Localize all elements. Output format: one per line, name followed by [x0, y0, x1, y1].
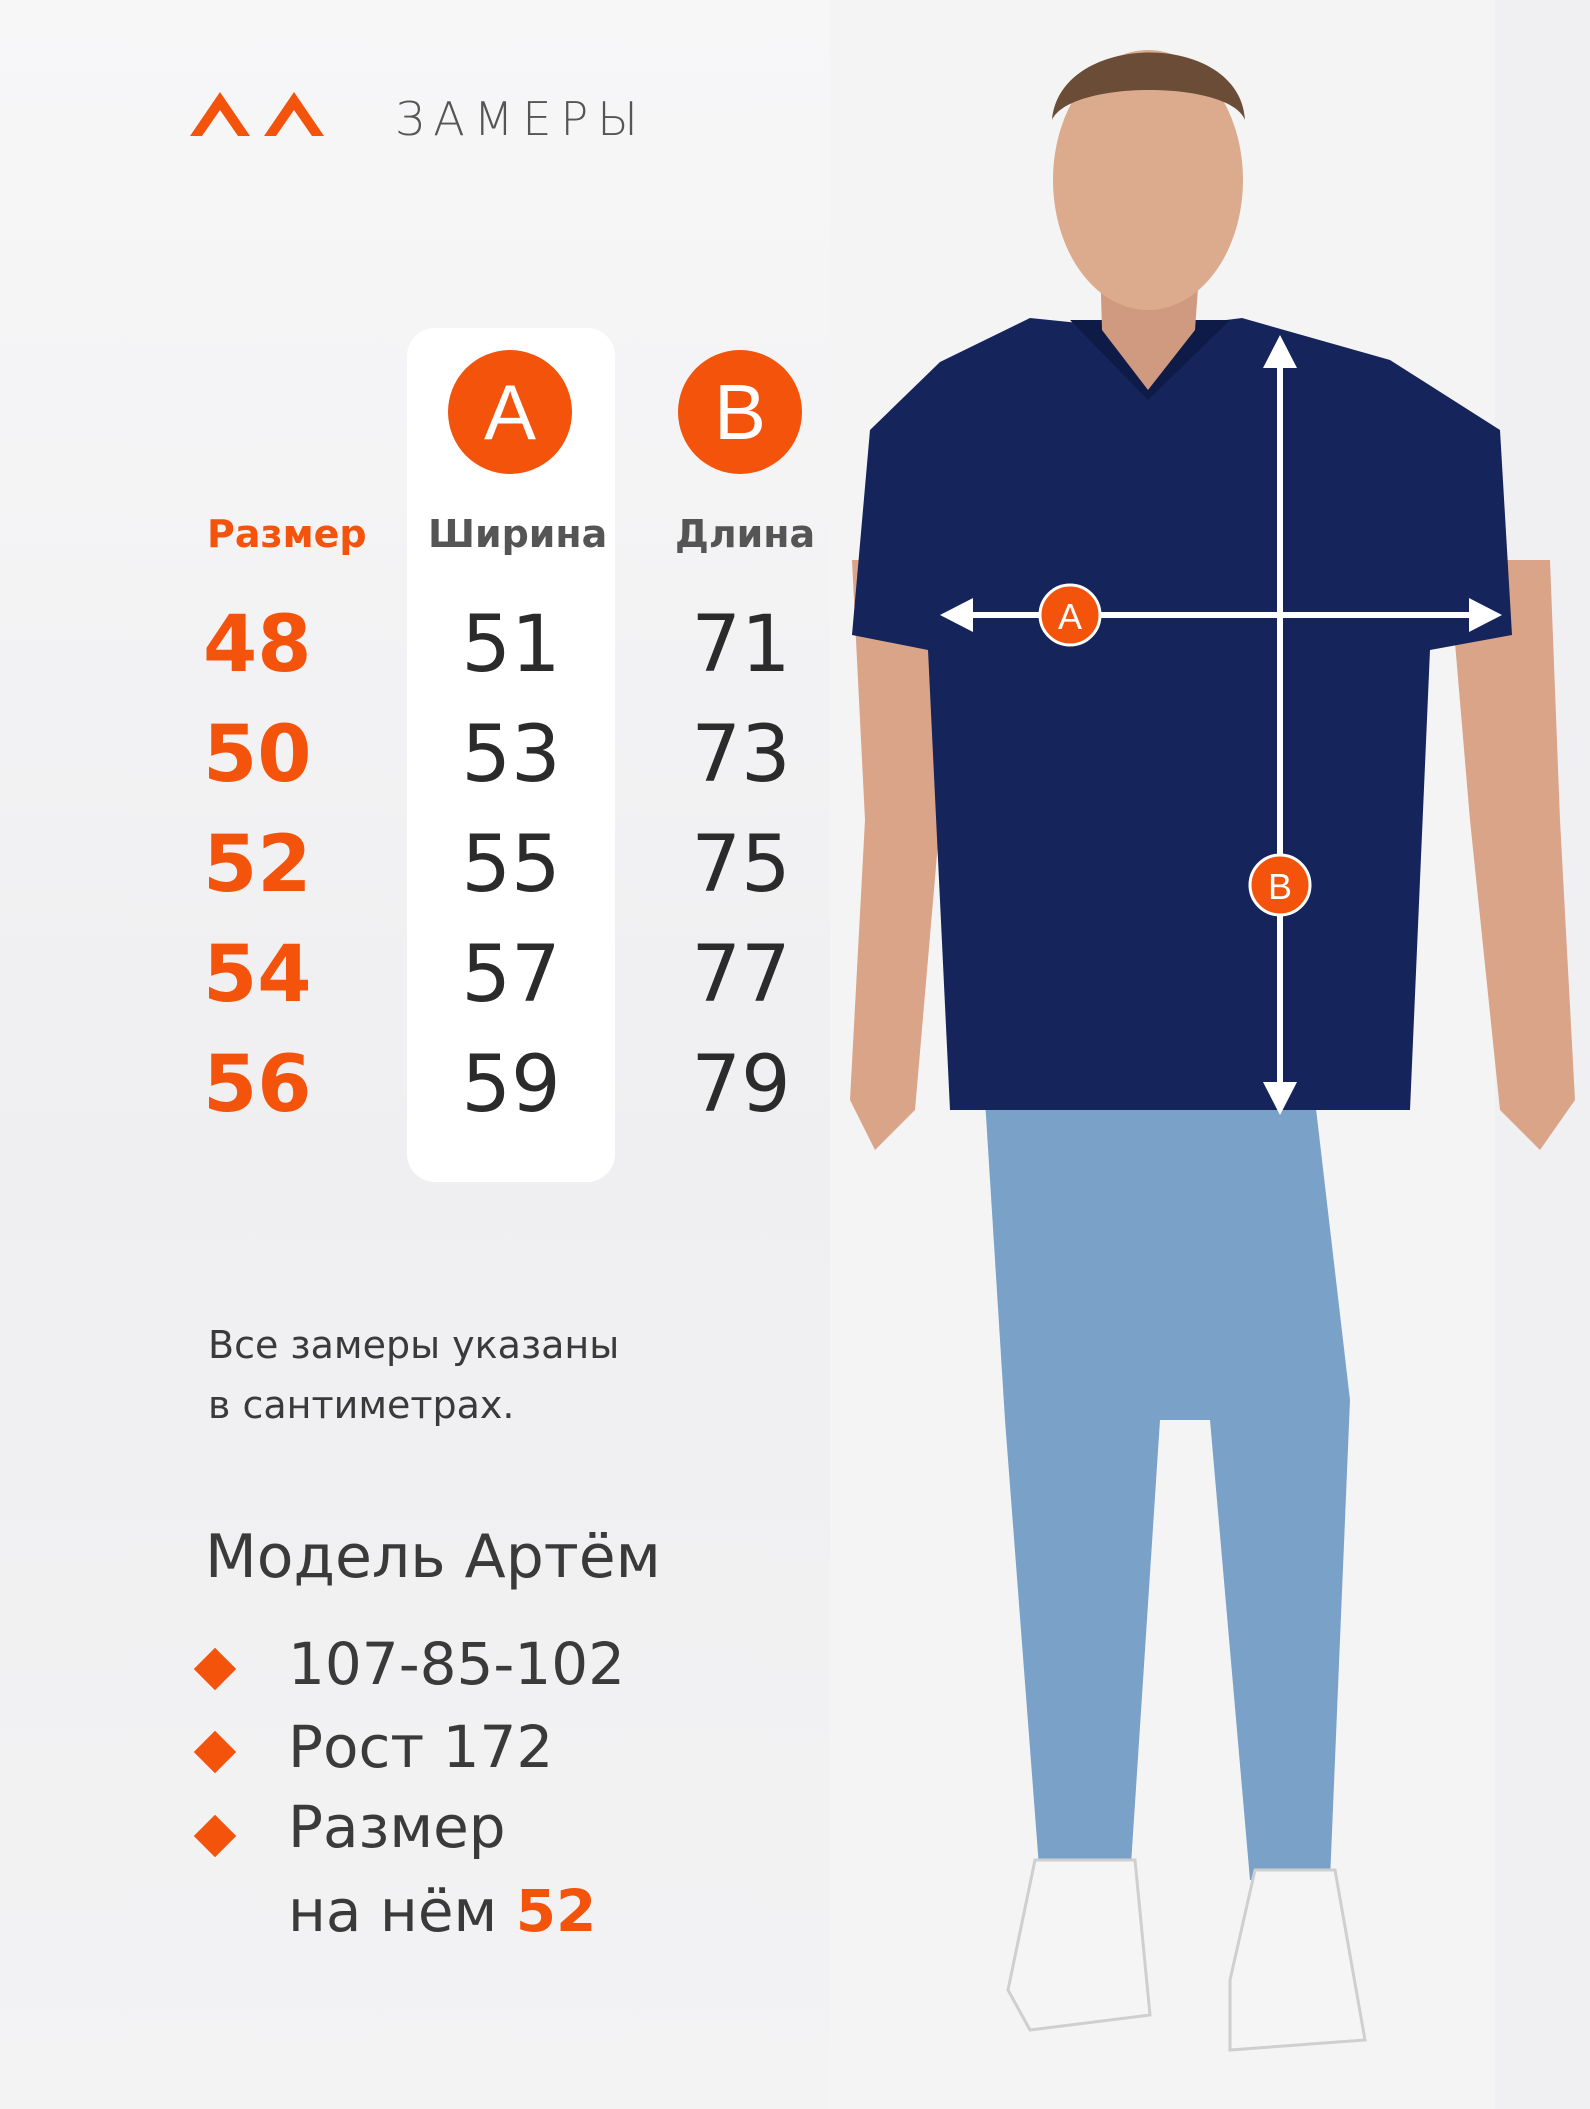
page-title: ЗАМЕРЫ — [395, 92, 647, 146]
double-chevron-logo-icon — [190, 88, 330, 138]
size-cell: 54 — [203, 930, 312, 1020]
size-cell: 50 — [203, 710, 312, 800]
length-cell: 73 — [691, 710, 791, 800]
width-cell: 59 — [461, 1040, 561, 1130]
width-cell: 55 — [461, 820, 561, 910]
units-note — [208, 1315, 619, 1435]
badge-a: A — [448, 350, 572, 474]
model-photo — [830, 0, 1590, 2109]
size-cell: 56 — [203, 1040, 312, 1130]
spec-size-text — [288, 1785, 596, 1953]
spec-text: 107-85-102 — [288, 1630, 626, 1698]
width-cell: 51 — [461, 600, 561, 690]
worn-size-value: 52 — [515, 1877, 597, 1945]
diamond-bullet-icon — [194, 1815, 236, 1857]
width-cell: 53 — [461, 710, 561, 800]
size-cell: 52 — [203, 820, 312, 910]
spec-height — [200, 1713, 553, 1781]
units-note-line: в сантиметрах. — [208, 1383, 515, 1427]
length-header: Длина — [675, 512, 816, 556]
diamond-bullet-icon — [194, 1648, 236, 1690]
width-header: Ширина — [428, 512, 608, 556]
size-cell: 48 — [203, 600, 312, 690]
spec-text: на нём — [288, 1877, 498, 1945]
spec-text: Рост 172 — [288, 1713, 554, 1781]
width-cell: 57 — [461, 930, 561, 1020]
spec-size — [200, 1793, 597, 1953]
badge-b: B — [678, 350, 802, 474]
spec-size-line — [288, 1869, 596, 1953]
length-cell: 77 — [691, 930, 791, 1020]
diamond-bullet-icon — [194, 1731, 236, 1773]
length-cell: 79 — [691, 1040, 791, 1130]
size-header: Размер — [207, 512, 367, 556]
length-cell: 71 — [691, 600, 791, 690]
length-cell: 75 — [691, 820, 791, 910]
units-note-line: Все замеры указаны — [208, 1323, 620, 1367]
model-name: Модель Артём — [205, 1522, 661, 1592]
marker-b-label: B — [1267, 866, 1293, 907]
spec-text: Размер — [288, 1793, 506, 1861]
marker-a-label: A — [1057, 596, 1083, 637]
spec-measurements — [200, 1630, 625, 1698]
